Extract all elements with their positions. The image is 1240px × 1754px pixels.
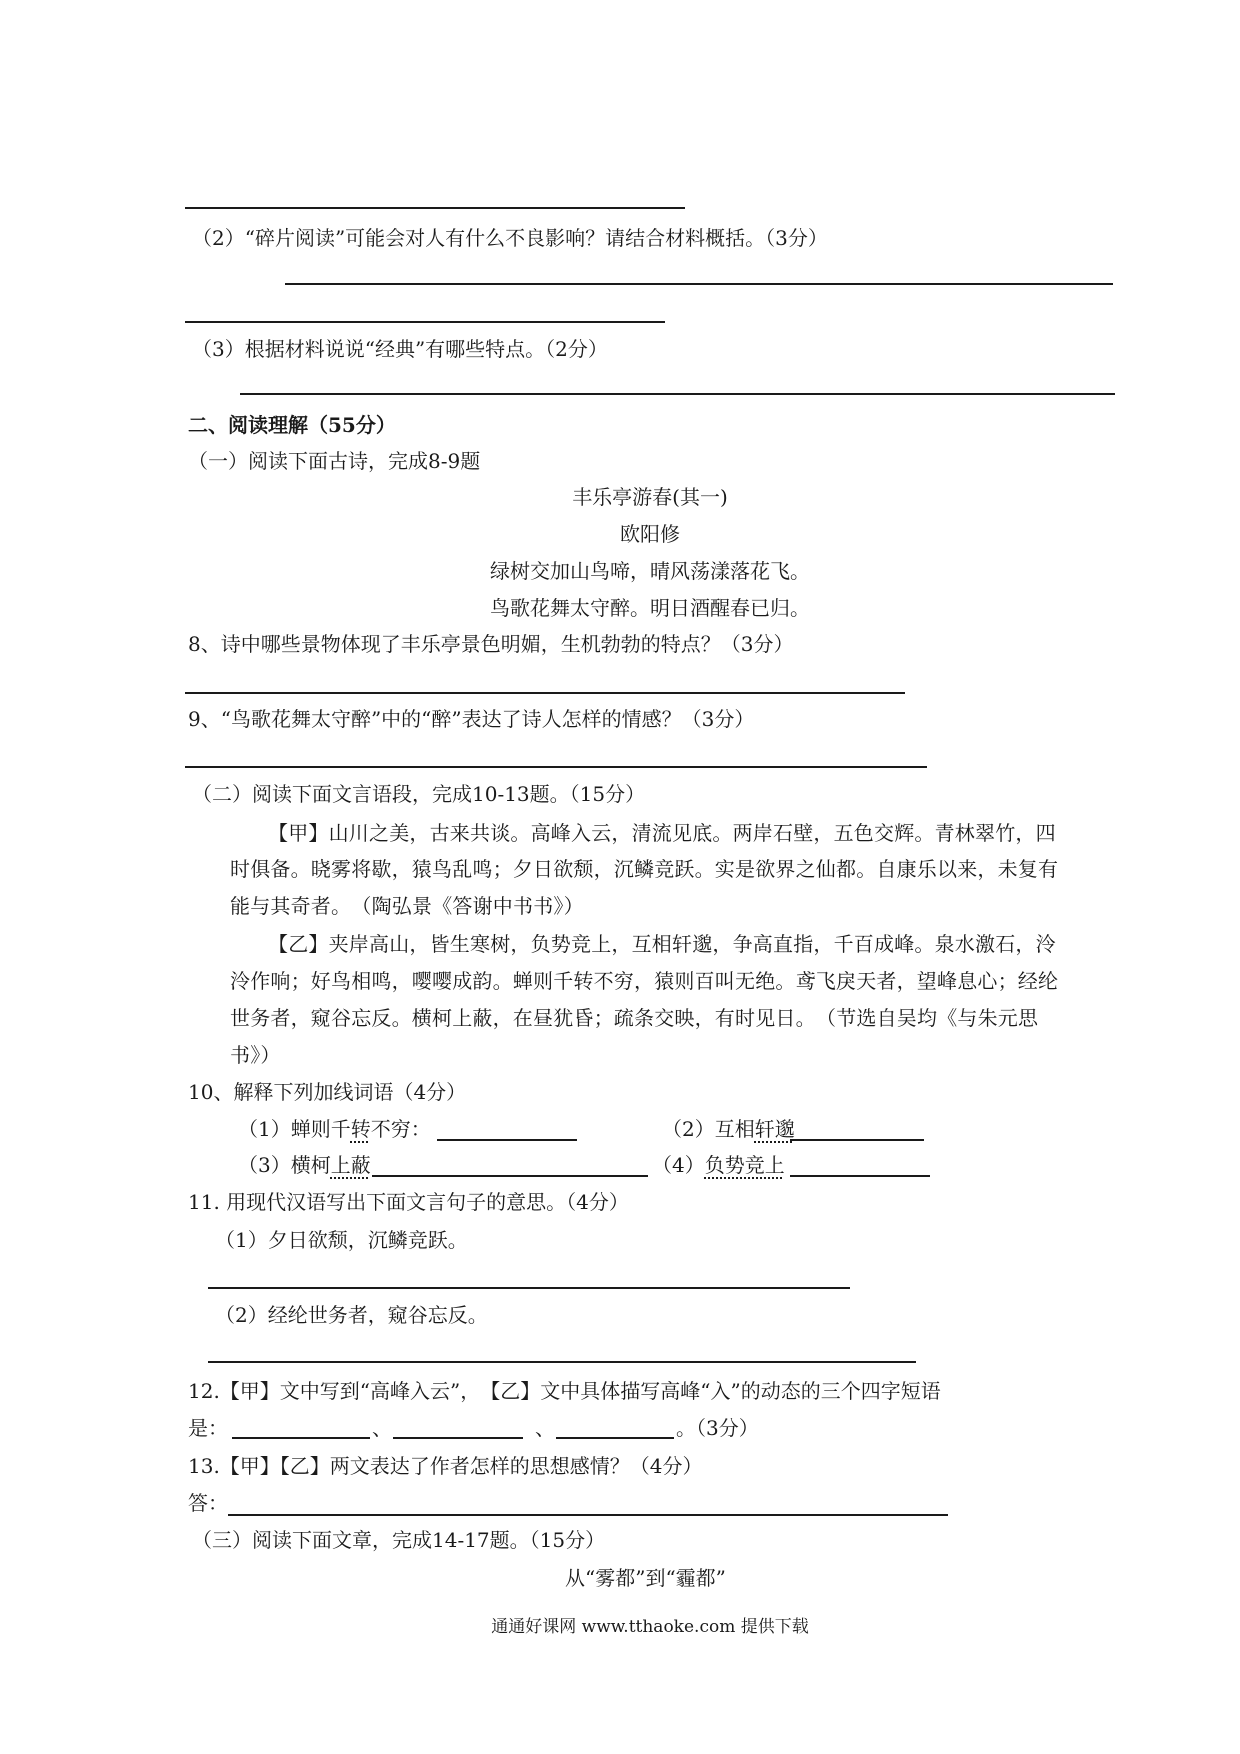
part1-intro: （一）阅读下面古诗，完成8-9题 bbox=[188, 449, 481, 473]
poem-line: 鸟歌花舞太守醉。明日酒醒春已归。 bbox=[490, 596, 810, 620]
q10-item-text: 不穷： bbox=[370, 1117, 431, 1141]
q10-item-1 bbox=[238, 1119, 431, 1139]
q11-item-2: （2）经纶世务者，窥谷忘反。 bbox=[215, 1303, 488, 1327]
answer-line bbox=[240, 393, 1115, 395]
answer-line bbox=[556, 1437, 674, 1439]
question-9: 9、“鸟歌花舞太守醉”中的“醉”表达了诗人怎样的情感？（3分） bbox=[188, 707, 755, 731]
answer-line bbox=[208, 1287, 850, 1289]
q10-item-3 bbox=[238, 1155, 371, 1175]
q10-item-target: 上蔽 bbox=[330, 1153, 371, 1177]
answer-line bbox=[437, 1139, 577, 1141]
q10-item-4 bbox=[652, 1155, 785, 1175]
passage-jia: 能与其奇者。 （陶弘景《答谢中书书》） bbox=[230, 894, 584, 918]
answer-line bbox=[285, 283, 1113, 285]
question-3: （3）根据材料说说“经典”有哪些特点。（2分） bbox=[192, 337, 608, 361]
question-11: 11. 用现代汉语写出下面文言句子的意思。（4分） bbox=[188, 1190, 629, 1214]
answer-line bbox=[208, 1361, 916, 1363]
passage-yi: 世务者，窥谷忘反。横柯上蔽，在昼犹昏；疏条交映，有时见日。 （节选自吴均《与朱元思 bbox=[230, 1006, 1039, 1030]
question-13: 13.【甲】【乙】两文表达了作者怎样的思想感情？（4分） bbox=[188, 1454, 703, 1478]
passage-jia: 时俱备。晓雾将歇，猿鸟乱鸣；夕日欲颓，沉鳞竞跃。实是欲界之仙都。自康乐以来，未复有 bbox=[230, 857, 1059, 881]
answer-line bbox=[185, 692, 905, 694]
answer-line bbox=[185, 321, 665, 323]
question-8: 8、诗中哪些景物体现了丰乐亭景色明媚，生机勃勃的特点？（3分） bbox=[188, 632, 794, 656]
answer-line bbox=[185, 207, 685, 209]
q10-item-text: （2）互相 bbox=[662, 1117, 755, 1141]
passage-yi: 泠作响；好鸟相鸣，嘤嘤成韵。蝉则千转不穷，猿则百叫无绝。鸢飞戾天者，望峰息心；经纶 bbox=[230, 969, 1059, 993]
q10-item-target: 轩邈 bbox=[754, 1117, 795, 1141]
question-10: 10、解释下列加线词语（4分） bbox=[188, 1080, 467, 1104]
poem-title: 丰乐亭游春(其一) bbox=[572, 485, 728, 509]
answer-line bbox=[372, 1175, 648, 1177]
q10-item-target: 负势竞上 bbox=[704, 1153, 785, 1177]
answer-line bbox=[232, 1437, 370, 1439]
passage-yi: 书》） bbox=[230, 1043, 281, 1067]
answer-line bbox=[790, 1139, 924, 1141]
poem-author: 欧阳修 bbox=[620, 522, 680, 546]
separator: 、 bbox=[535, 1416, 555, 1440]
article-title: 从“雾都”到“霾都” bbox=[565, 1566, 726, 1590]
q10-item-text: （1）蝉则千 bbox=[238, 1117, 351, 1141]
separator: 、 bbox=[372, 1416, 392, 1440]
passage-yi: 【乙】夹岸高山，皆生寒树，负势竞上，互相轩邈，争高直指，千百成峰。泉水激石，泠 bbox=[268, 932, 1056, 956]
answer-line bbox=[185, 766, 927, 768]
section-heading: 二、阅读理解（55分） bbox=[188, 413, 396, 437]
poem-line: 绿树交加山鸟啼，晴风荡漾落花飞。 bbox=[490, 559, 810, 583]
question-12-cont: 是： bbox=[188, 1416, 228, 1440]
score-note: 。（3分） bbox=[676, 1416, 759, 1440]
question-12: 12.【甲】文中写到“高峰入云”， 【乙】文中具体描写高峰“入”的动态的三个四字短语 bbox=[188, 1379, 941, 1403]
answer-label: 答： bbox=[188, 1491, 228, 1515]
q11-item-1: （1）夕日欲颓，沉鳞竞跃。 bbox=[215, 1228, 468, 1252]
q10-item-2 bbox=[662, 1119, 795, 1139]
passage-jia: 【甲】山川之美，古来共谈。高峰入云，清流见底。两岸石壁，五色交辉。青林翠竹，四 bbox=[268, 821, 1056, 845]
question-2: （2）“碎片阅读”可能会对人有什么不良影响？请结合材料概括。（3分） bbox=[192, 226, 828, 250]
part3-intro: （三）阅读下面文章，完成14-17题。（15分） bbox=[192, 1528, 606, 1552]
answer-line bbox=[228, 1514, 948, 1516]
footer: 通通好课网 www.tthaoke.com 提供下载 bbox=[491, 1617, 809, 1637]
answer-line bbox=[790, 1175, 930, 1177]
q10-item-text: （4） bbox=[652, 1153, 705, 1177]
q10-item-target: 转 bbox=[350, 1117, 371, 1141]
q10-item-text: （3）横柯 bbox=[238, 1153, 331, 1177]
answer-line bbox=[393, 1437, 523, 1439]
part2-intro: （二）阅读下面文言语段，完成10-13题。（15分） bbox=[192, 782, 646, 806]
